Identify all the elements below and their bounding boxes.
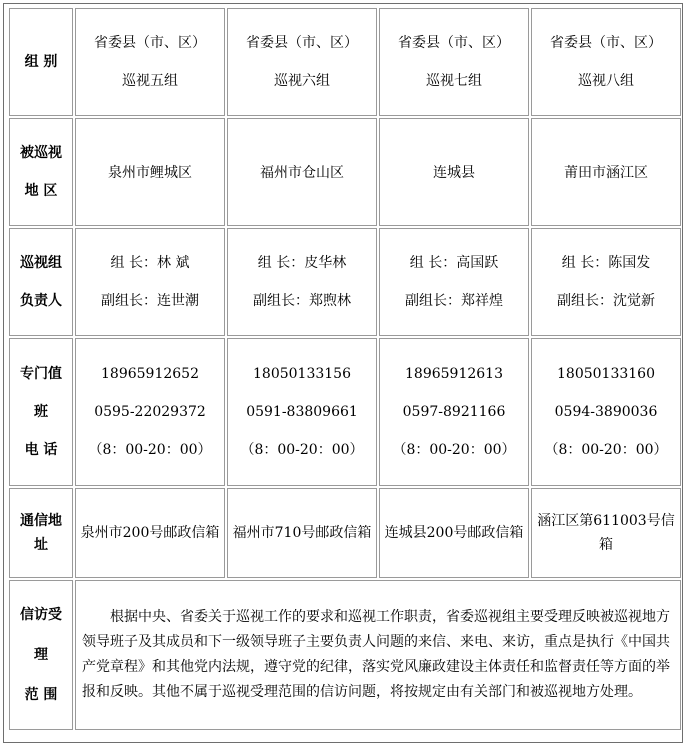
cell-phone-1 <box>75 338 225 486</box>
row-scope <box>9 580 681 730</box>
label-phone-line: 班 <box>34 404 48 420</box>
mobile-number: 18965912652 <box>101 366 199 382</box>
row-region <box>9 118 681 226</box>
region-cell: 福州市仓山区 <box>227 118 377 226</box>
mobile-number: 18965912613 <box>405 366 503 382</box>
group-name: 巡视六组 <box>274 73 330 89</box>
duty-hours: （8：00-20：00） <box>240 442 364 458</box>
address-cell: 涵江区第611003号信箱 <box>531 488 681 578</box>
cell-leader-1 <box>75 228 225 336</box>
group-name: 巡视五组 <box>122 73 178 89</box>
cell-group-1 <box>75 8 225 116</box>
group-level: 省委县（市、区） <box>246 35 358 51</box>
leader-line: 组 长：高国跃 <box>409 255 499 271</box>
label-address-line: 通信地 <box>20 513 62 529</box>
duty-hours: （8：00-20：00） <box>392 442 516 458</box>
label-leader-line: 负责人 <box>20 293 62 309</box>
landline-number: 0594-3890036 <box>554 404 658 420</box>
deputy-leader-line: 副组长：沈觉新 <box>557 293 655 309</box>
scope-cell <box>75 580 681 730</box>
cell-leader-2 <box>227 228 377 336</box>
duty-hours: （8：00-20：00） <box>88 442 212 458</box>
row-leader <box>9 228 681 336</box>
label-phone-line: 专门值 <box>20 366 62 382</box>
region-cell: 泉州市鲤城区 <box>75 118 225 226</box>
mobile-number: 18050133160 <box>557 366 655 382</box>
cell-group-2 <box>227 8 377 116</box>
cell-phone-4 <box>531 338 681 486</box>
group-name: 巡视七组 <box>426 73 482 89</box>
scope-text: 根据中央、省委关于巡视工作的要求和巡视工作职责，省委巡视组主要受理反映被巡视地方领导班子及其成员和下一级领导班子主要负责人问题的来信、来电、来访，重点是执行《中国共产党章程》和其他党内法规，遵守党的纪律，落实党风廉政建设主体责任和监督责任等方面的举报和反映。其他不属于巡视受理范围的信访问题，将按规定由有关部门和被巡视地方处理。 <box>82 609 670 700</box>
leader-line: 组 长：陈国发 <box>561 255 651 271</box>
inspection-table <box>7 6 683 732</box>
cell-leader-3 <box>379 228 529 336</box>
row-group <box>9 8 681 116</box>
cell-group-3 <box>379 8 529 116</box>
label-scope-line: 信访受 <box>20 607 62 623</box>
cell-group-4 <box>531 8 681 116</box>
label-region <box>9 118 73 226</box>
leader-line: 组 长：林 斌 <box>110 255 190 271</box>
group-name: 巡视八组 <box>578 73 634 89</box>
address-cell: 福州市710号邮政信箱 <box>227 488 377 578</box>
label-group-text: 组 别 <box>24 54 58 70</box>
landline-number: 0597-8921166 <box>402 404 506 420</box>
label-region-line: 被巡视 <box>20 145 62 161</box>
label-phone <box>9 338 73 486</box>
label-address-line: 址 <box>34 537 48 553</box>
cell-phone-2 <box>227 338 377 486</box>
label-address <box>9 488 73 578</box>
label-region-line: 地 区 <box>24 183 58 199</box>
group-level: 省委县（市、区） <box>550 35 662 51</box>
mobile-number: 18050133156 <box>253 366 351 382</box>
row-address <box>9 488 681 578</box>
deputy-leader-line: 副组长：郑煦林 <box>253 293 351 309</box>
region-cell: 连城县 <box>379 118 529 226</box>
address-cell: 泉州市200号邮政信箱 <box>75 488 225 578</box>
duty-hours: （8：00-20：00） <box>544 442 668 458</box>
address-cell: 连城县200号邮政信箱 <box>379 488 529 578</box>
label-scope-line: 理 <box>34 647 48 663</box>
group-level: 省委县（市、区） <box>94 35 206 51</box>
group-level: 省委县（市、区） <box>398 35 510 51</box>
cell-leader-4 <box>531 228 681 336</box>
label-scope <box>9 580 73 730</box>
label-leader-line: 巡视组 <box>20 255 62 271</box>
deputy-leader-line: 副组长：郑祥煌 <box>405 293 503 309</box>
row-phone <box>9 338 681 486</box>
label-phone-line: 电 话 <box>24 442 58 458</box>
leader-line: 组 长：皮华林 <box>257 255 347 271</box>
deputy-leader-line: 副组长：连世潮 <box>101 293 199 309</box>
label-group <box>9 8 73 116</box>
region-cell: 莆田市涵江区 <box>531 118 681 226</box>
cell-phone-3 <box>379 338 529 486</box>
label-scope-line: 范 围 <box>24 687 58 703</box>
label-leader <box>9 228 73 336</box>
landline-number: 0595-22029372 <box>94 404 206 420</box>
landline-number: 0591-83809661 <box>246 404 358 420</box>
